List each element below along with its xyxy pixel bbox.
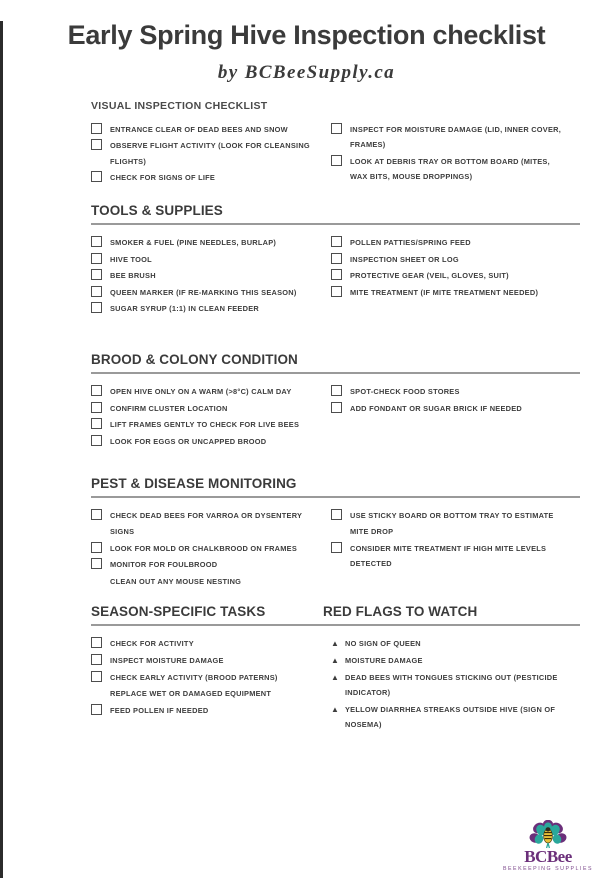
checkbox[interactable] — [91, 171, 102, 182]
red-flag-label: NO SIGN OF QUEEN — [345, 639, 421, 649]
section-divider — [91, 624, 580, 626]
section-brood-colony-condition — [91, 352, 580, 450]
checklist-content — [3, 100, 610, 734]
checkbox[interactable] — [331, 542, 342, 553]
checklist-item-label: INSPECT MOISTURE DAMAGE — [110, 655, 224, 665]
checklist-item[interactable] — [91, 138, 323, 169]
section-columns — [91, 122, 580, 187]
section-columns — [91, 384, 580, 450]
section-title-redflags: RED FLAGS TO WATCH — [323, 604, 478, 620]
checklist-item[interactable] — [91, 301, 323, 317]
red-flag-label: MOISTURE DAMAGE — [345, 655, 423, 665]
section-title: PEST & DISEASE MONITORING — [91, 476, 297, 492]
checkbox[interactable] — [91, 253, 102, 264]
red-flag-item — [331, 670, 563, 701]
column-right — [331, 508, 563, 590]
checklist-item-label: MONITOR FOR FOULBROOD — [110, 560, 218, 570]
section-title: TOOLS & SUPPLIES — [91, 203, 223, 219]
checklist-item-label: LOOK AT DEBRIS TRAY OR BOTTOM BOARD (MITES, WAX BITS, MOUSE DROPPINGS) — [350, 156, 550, 182]
checklist-item[interactable] — [331, 268, 563, 284]
section-season-and-redflags — [91, 604, 580, 734]
section-divider — [91, 223, 580, 225]
checkbox[interactable] — [91, 402, 102, 413]
checklist-item[interactable] — [331, 154, 563, 185]
page-title: Early Spring Hive Inspection checklist — [67, 20, 546, 50]
checklist-item[interactable] — [91, 384, 323, 400]
checklist-item[interactable] — [91, 653, 323, 669]
checkbox[interactable] — [91, 509, 102, 520]
red-flag-item — [331, 636, 563, 652]
warning-triangle-icon: ▲ — [331, 639, 339, 649]
checkbox[interactable] — [91, 654, 102, 665]
checklist-item-label: INSPECT FOR MOISTURE DAMAGE (LID, INNER COVER, FRAMES) — [350, 124, 562, 150]
section-header — [91, 100, 580, 112]
checklist-item[interactable] — [331, 508, 563, 539]
checklist-item-label: CHECK FOR ACTIVITY — [110, 639, 194, 649]
checklist-item[interactable] — [91, 235, 323, 251]
checklist-item-label: LIFT FRAMES GENTLY TO CHECK FOR LIVE BEES — [110, 420, 300, 430]
checklist-item[interactable] — [331, 401, 563, 417]
column-season-tasks — [91, 636, 323, 734]
column-right — [331, 122, 563, 187]
checkbox[interactable] — [91, 236, 102, 247]
red-flag-item — [331, 702, 563, 733]
checklist-item-label: CHECK DEAD BEES FOR VARROA OR DYSENTERY SIGNS — [110, 511, 303, 536]
checkbox[interactable] — [331, 236, 342, 247]
checklist-item[interactable] — [91, 401, 323, 417]
checkbox[interactable] — [331, 385, 342, 396]
section-divider — [91, 496, 580, 498]
checklist-item-label: MITE TREATMENT (IF MITE TREATMENT NEEDED) — [350, 287, 539, 297]
column-left — [91, 508, 323, 590]
column-red-flags — [331, 636, 563, 734]
checkbox[interactable] — [91, 418, 102, 429]
checklist-item[interactable] — [91, 508, 323, 539]
section-header — [91, 604, 580, 619]
checklist-item[interactable] — [331, 122, 563, 153]
checklist-item-label: HIVE TOOL — [110, 254, 152, 264]
checkbox[interactable] — [91, 671, 102, 682]
checklist-item[interactable] — [331, 541, 563, 572]
checkbox[interactable] — [91, 123, 102, 134]
section-columns — [91, 508, 580, 590]
checkbox[interactable] — [91, 139, 102, 150]
checkbox[interactable] — [331, 155, 342, 166]
section-title: VISUAL INSPECTION CHECKLIST — [91, 99, 268, 112]
checklist-item-label: ENTRANCE CLEAR OF DEAD BEES AND SNOW — [110, 124, 288, 134]
checkbox-placeholder — [91, 575, 102, 586]
checkbox[interactable] — [91, 302, 102, 313]
section-divider — [91, 372, 580, 374]
checklist-item-label: LOOK FOR EGGS OR UNCAPPED BROOD — [110, 436, 267, 446]
red-flag-item — [331, 653, 563, 669]
logo-wordmark-bc: BC — [524, 847, 547, 866]
checklist-item-label: LOOK FOR MOLD OR CHALKBROOD ON FRAMES — [110, 543, 298, 553]
checkbox[interactable] — [91, 637, 102, 648]
checkbox[interactable] — [91, 269, 102, 280]
checklist-item-label: CHECK FOR SIGNS OF LIFE — [110, 173, 216, 183]
checklist-item-label: REPLACE WET OR DAMAGED EQUIPMENT — [110, 689, 272, 699]
checkbox[interactable] — [91, 385, 102, 396]
section-visual-inspection — [91, 100, 580, 187]
section-title-season: SEASON-SPECIFIC TASKS — [91, 604, 266, 620]
checkbox[interactable] — [91, 704, 102, 715]
checklist-item[interactable] — [91, 434, 323, 450]
checklist-item[interactable] — [91, 557, 323, 573]
checklist-item-label: FEED POLLEN IF NEEDED — [110, 705, 209, 715]
column-left — [91, 122, 323, 187]
checklist-item-no-checkbox — [91, 686, 323, 702]
checklist-item-label: QUEEN MARKER (IF RE-MARKING THIS SEASON) — [110, 287, 297, 297]
checklist-item[interactable] — [91, 170, 323, 186]
checklist-item[interactable] — [91, 636, 323, 652]
checkbox[interactable] — [331, 269, 342, 280]
checklist-item[interactable] — [91, 417, 323, 433]
column-left — [91, 235, 323, 318]
checklist-item-label: OBSERVE FLIGHT ACTIVITY (LOOK FOR CLEANSING FLIGHTS) — [110, 141, 310, 166]
checkbox[interactable] — [91, 435, 102, 446]
checklist-item[interactable] — [91, 122, 323, 138]
checklist-item[interactable] — [91, 670, 323, 686]
flower-bee-icon — [528, 820, 568, 850]
checklist-item-label: CLEAN OUT ANY MOUSE NESTING — [110, 576, 242, 586]
page-subtitle: by BCBeeSupply.ca — [217, 61, 396, 83]
warning-triangle-icon: ▲ — [331, 672, 339, 682]
red-flag-label: YELLOW DIARRHEA STREAKS OUTSIDE HIVE (SIGN OF NOSEMA) — [345, 704, 556, 730]
checklist-item[interactable] — [331, 252, 563, 268]
section-columns — [91, 636, 580, 734]
warning-triangle-icon: ▲ — [331, 704, 339, 714]
checklist-item-label: CHECK EARLY ACTIVITY (BROOD PATERNS) — [110, 672, 278, 682]
checklist-item-no-checkbox — [91, 574, 323, 590]
checklist-item[interactable] — [91, 285, 323, 301]
checklist-item-label: ADD FONDANT OR SUGAR BRICK IF NEEDED — [350, 403, 523, 413]
checkbox[interactable] — [331, 509, 342, 520]
checkbox[interactable] — [331, 402, 342, 413]
section-title: BROOD & COLONY CONDITION — [91, 352, 298, 368]
checkbox[interactable] — [331, 253, 342, 264]
checklist-item[interactable] — [331, 235, 563, 251]
column-right — [331, 384, 563, 450]
warning-triangle-icon: ▲ — [331, 655, 339, 665]
section-columns — [91, 235, 580, 318]
checklist-item[interactable] — [91, 252, 323, 268]
checklist-item-label: SMOKER & FUEL (PINE NEEDLES, BURLAP) — [110, 238, 277, 248]
checklist-item-label: INSPECTION SHEET OR LOG — [350, 254, 459, 264]
checklist-item[interactable] — [331, 285, 563, 301]
checklist-item-label: USE STICKY BOARD OR BOTTOM TRAY TO ESTIMATE MITE DROP — [350, 511, 554, 536]
checkbox-placeholder — [91, 687, 102, 698]
checkbox[interactable] — [331, 123, 342, 134]
checklist-item[interactable] — [91, 268, 323, 284]
checkbox[interactable] — [91, 542, 102, 553]
checklist-item-label: POLLEN PATTIES/SPRING FEED — [350, 238, 471, 248]
checklist-page — [0, 21, 610, 878]
checklist-item[interactable] — [331, 384, 563, 400]
checklist-item-label: OPEN HIVE ONLY ON A WARM (>8°C) CALM DAY — [110, 387, 292, 397]
section-pest-disease-monitoring — [91, 476, 580, 590]
checkbox[interactable] — [91, 558, 102, 569]
red-flag-label: DEAD BEES WITH TONGUES STICKING OUT (PESTICIDE INDICATOR) — [345, 672, 558, 698]
column-left — [91, 384, 323, 450]
brand-logo — [502, 820, 594, 872]
checklist-item[interactable] — [91, 541, 323, 557]
checkbox[interactable] — [91, 286, 102, 297]
logo-tagline: BEEKEEPING SUPPLIES — [502, 866, 594, 872]
checklist-item[interactable] — [91, 703, 323, 719]
checklist-item-label: SUGAR SYRUP (1:1) IN CLEAN FEEDER — [110, 304, 259, 314]
checklist-item-label: CONSIDER MITE TREATMENT IF HIGH MITE LEVELS DETECTED — [350, 543, 547, 569]
section-tools-supplies — [91, 203, 580, 318]
column-right — [331, 235, 563, 318]
logo-wordmark-bee: Bee — [546, 847, 572, 866]
checkbox[interactable] — [331, 286, 342, 297]
checklist-item-label: PROTECTIVE GEAR (VEIL, GLOVES, SUIT) — [350, 271, 509, 281]
checklist-item-label: BEE BRUSH — [110, 271, 156, 281]
checklist-item-label: CONFIRM CLUSTER LOCATION — [110, 403, 228, 413]
checklist-item-label: SPOT-CHECK FOOD STORES — [350, 387, 460, 397]
